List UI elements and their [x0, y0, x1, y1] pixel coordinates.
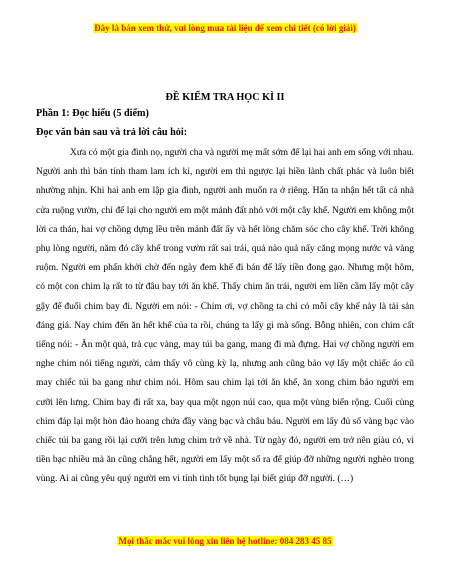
hotline-notice-text: Mọi thắc mắc vui lòng xin liên hệ hotline: 084 283 45 85	[118, 536, 332, 546]
preview-notice	[0, 23, 450, 33]
reading-instruction: Đọc văn bản sau và trả lời câu hỏi:	[36, 127, 188, 138]
section-heading: Phần 1: Đọc hiểu (5 điểm)	[36, 108, 149, 119]
preview-notice-text: Đây là bản xem thử, vui lòng mua tài liệu để xem chi tiết (có lời giải)	[94, 23, 356, 33]
passage-paragraph: Xưa có một gia đình nọ, người cha và người mẹ mất sớm để lại hai anh em sống với nhau. Người anh thì bản tính tham lam ích kỉ, người em thì ngược lại hiền lành chất phác và luôn biết nhường nhịn. Khi hai anh em lập gia đình, người anh muốn ra ở riêng. Hắn ta nhận hết tất cả nhà cửa ruộng vườn, chỉ để lại cho người em một mảnh đất nhỏ với một cây khế. Người em không một lời ca thán, hai vợ chồng dựng lều trên mảnh đất ấy và hết lòng chăm sóc cho cây khế. Trời không phụ lòng người, năm đó cây khế trong vườn rất sai trái, quả nào quả nấy căng mọng nước và vàng ruộm. Người em phấn khởi chờ đến ngày đem khế đi bán để lấy tiền đong gạo. Nhưng một hôm, có một con chim lạ rất to từ đâu bay tới ăn khế. Thấy chim ăn trái, người em liền cầm lấy một cây gậy để đuổi chim bay đi. Người em nói: - Chim ơi, vợ chồng ta chỉ có mỗi cây khế này là tài sản đáng giá. Nay chim đến ăn hết khế của ta rồi, chúng ta lấy gì mà sống. Bỗng nhiên, con chim cất tiếng nói: - Ăn một quả, trả cục vàng, may túi ba gang, mang đi mà đựng. Hai vợ chồng người em nghe chim nói tiếng người, cảm thấy vô cùng kỳ lạ, nhưng anh cũng bảo vợ lấy một chiếc áo cũ may chiếc túi ba gang như chim nói. Hôm sau chim lại tới ăn khế, ăn xong chim bảo người em cưỡi lên lưng. Chim bay đi rất xa, bay qua một ngọn núi cao, qua một vùng biển rộng. Cuối cùng chim đáp lại một hòn đảo hoang chứa đầy vàng bạc và châu báu. Người em lấy đủ số vàng bạc vào chiếc túi ba gang rồi lại cưỡi trên lưng chim trở về nhà. Từ ngày đó, người em trở nên giàu có, vì tiền bạc nhiều mà ăn cũng chẳng hết, người em lấy một số ra để giúp đỡ những người nghèo trong vùng. Ai ai cũng yêu quý người em vì tính tình tốt bụng lại biết giúp đỡ người. (…)	[36, 148, 414, 485]
hotline-notice	[0, 536, 450, 546]
reading-passage	[36, 144, 414, 490]
document-title: ĐỀ KIỂM TRA HỌC KÌ II	[165, 92, 285, 103]
